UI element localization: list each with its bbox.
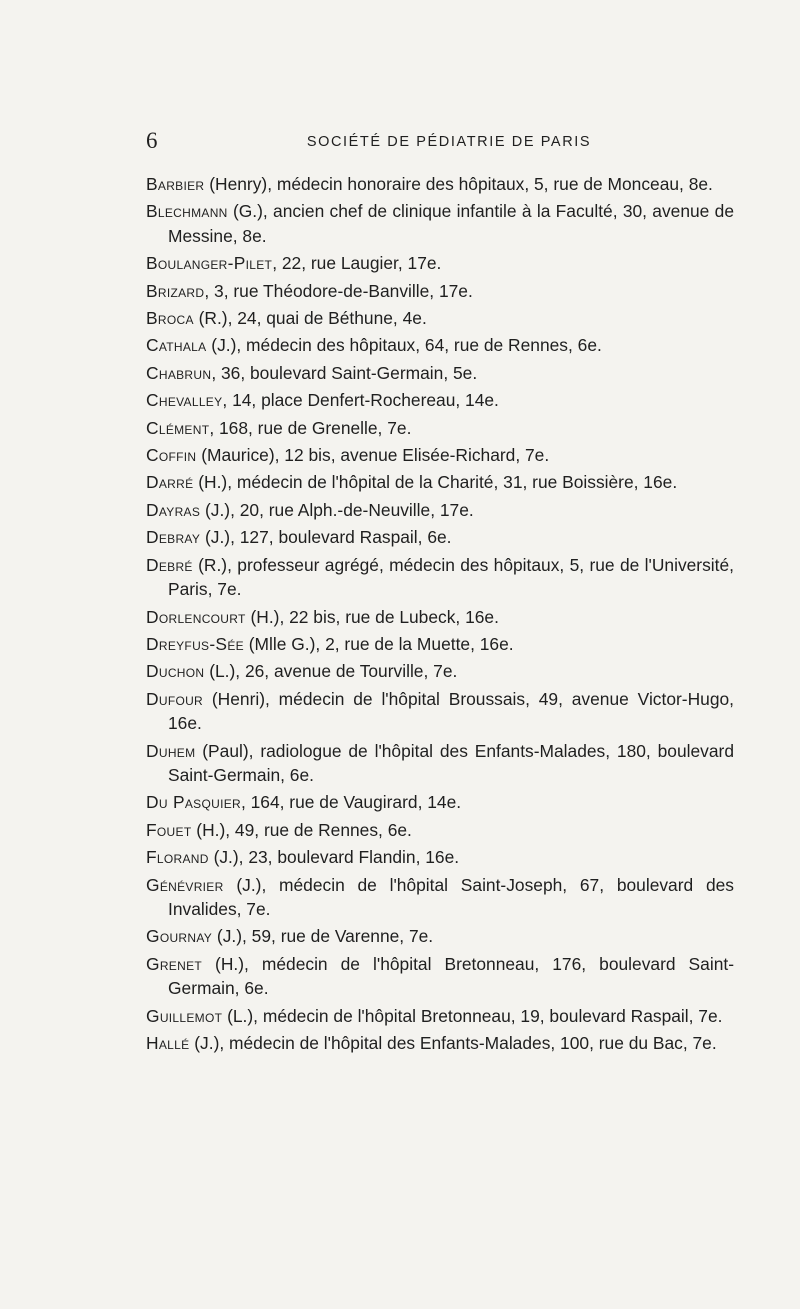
member-name: Gournay: [146, 926, 213, 947]
list-item: [146, 306, 734, 330]
member-name: Darré: [146, 472, 194, 493]
list-item: [146, 790, 734, 814]
list-item: [146, 279, 734, 303]
member-details: (J.), médecin de l'hôpital Saint-Joseph, 67, boulevard des Invalides, 7e.: [168, 874, 734, 919]
member-name: Du Pasquier: [146, 792, 241, 813]
member-name: Hallé: [146, 1033, 190, 1053]
member-name: Duchon: [146, 661, 205, 682]
member-name: Chabrun: [146, 362, 212, 383]
member-name: Debray: [146, 527, 201, 548]
member-details: , 168, rue de Grenelle, 7e.: [209, 417, 412, 438]
member-details: (Paul), radiologue de l'hôpital des Enfants-Malades, 180, boulevard Saint-Germain, 6e.: [168, 740, 734, 785]
list-item: [146, 605, 734, 629]
list-item: [146, 443, 734, 467]
list-item: [146, 553, 734, 602]
list-item: [146, 388, 734, 412]
list-item: [146, 1031, 734, 1055]
member-details: (G.), ancien chef de clinique infantile à la Faculté, 30, avenue de Messine, 8e.: [168, 201, 734, 246]
member-details: , 22, rue Laugier, 17e.: [272, 253, 442, 274]
member-details: , 36, boulevard Saint-Germain, 5e.: [211, 362, 478, 383]
member-details: (J.), 23, boulevard Flandin, 16e.: [208, 847, 460, 868]
member-details: (Henri), médecin de l'hôpital Broussais, 49, avenue Victor-Hugo, 16e.: [168, 688, 734, 734]
member-details: , 14, place Denfert-Rochereau, 14e.: [222, 390, 499, 411]
member-name: Grenet: [146, 953, 202, 974]
page-number: 6: [146, 128, 158, 153]
member-name: Chevalley: [146, 390, 223, 411]
member-details: (J.), 20, rue Alph.-de-Neuville, 17e.: [200, 499, 474, 520]
list-item: [146, 924, 734, 948]
list-item: [146, 470, 734, 494]
member-details: (R.), 24, quai de Béthune, 4e.: [193, 308, 427, 329]
member-details: (J.), 127, boulevard Raspail, 6e.: [200, 527, 452, 548]
member-name: Duhem: [146, 740, 196, 761]
running-title: SOCIÉTÉ DE PÉDIATRIE DE PARIS: [306, 134, 592, 150]
member-details: (Maurice), 12 bis, avenue Elisée-Richard, 7e.: [196, 445, 550, 466]
list-item: [146, 845, 734, 869]
member-name: Guillemot: [146, 1005, 223, 1026]
member-details: (L.), 26, avenue de Tourville, 7e.: [204, 661, 458, 682]
list-item: [146, 659, 734, 683]
member-name: Cathala: [146, 335, 207, 356]
member-details: (H.), 49, rue de Rennes, 6e.: [191, 819, 412, 840]
list-item: [146, 952, 734, 1001]
member-name: Florand: [146, 847, 209, 868]
list-item: [146, 632, 734, 656]
member-name: Brizard: [146, 280, 205, 301]
member-name: Boulanger-Pilet: [146, 253, 273, 274]
member-name: Broca: [146, 308, 194, 329]
member-details: (J.), 59, rue de Varenne, 7e.: [212, 926, 434, 947]
list-item: [146, 687, 734, 736]
member-name: Debré: [146, 554, 193, 575]
list-item: [146, 739, 734, 788]
list-item: [146, 525, 734, 549]
list-item: [146, 199, 734, 248]
list-item: [146, 361, 734, 385]
member-details: , 164, rue de Vaugirard, 14e.: [240, 792, 462, 813]
member-name: Dayras: [146, 499, 201, 520]
list-item: [146, 873, 734, 922]
list-item: [146, 416, 734, 440]
list-item: [146, 251, 734, 275]
member-details: (Mlle G.), 2, rue de la Muette, 16e.: [243, 633, 514, 654]
member-name: Clément: [146, 417, 210, 438]
list-item: [146, 498, 734, 522]
member-details: (L.), médecin de l'hôpital Bretonneau, 19, boulevard Raspail, 7e.: [222, 1005, 723, 1026]
page-header: [146, 128, 732, 158]
member-name: Fouet: [146, 819, 192, 840]
list-item: [146, 172, 734, 196]
member-name: Dufour: [146, 688, 204, 709]
member-name: Génévrier: [146, 874, 224, 895]
member-details: (H.), médecin de l'hôpital de la Charité, 31, rue Boissière, 16e.: [193, 472, 678, 493]
member-details: (R.), professeur agrégé, médecin des hôpitaux, 5, rue de l'Université, Paris, 7e.: [168, 554, 734, 600]
member-details: (H.), médecin de l'hôpital Bretonneau, 176, boulevard Saint-Germain, 6e.: [168, 953, 734, 999]
member-list: [146, 172, 734, 1058]
member-details: (H.), 22 bis, rue de Lubeck, 16e.: [245, 606, 499, 627]
member-details: (J.), médecin des hôpitaux, 64, rue de Rennes, 6e.: [206, 335, 602, 356]
member-name: Dorlencourt: [146, 606, 246, 627]
member-details: (J.), médecin de l'hôpital des Enfants-Malades, 100, rue du Bac, 7e.: [189, 1033, 717, 1053]
list-item: [146, 1004, 734, 1028]
member-name: Blechmann: [146, 201, 228, 222]
member-details: , 3, rue Théodore-de-Banville, 17e.: [204, 280, 473, 301]
list-item: [146, 333, 734, 357]
member-name: Coffin: [146, 445, 197, 466]
member-details: (Henry), médecin honoraire des hôpitaux, 5, rue de Monceau, 8e.: [204, 174, 713, 194]
member-name: Dreyfus-Sée: [146, 633, 244, 654]
list-item: [146, 818, 734, 842]
member-name: Barbier: [146, 174, 205, 194]
